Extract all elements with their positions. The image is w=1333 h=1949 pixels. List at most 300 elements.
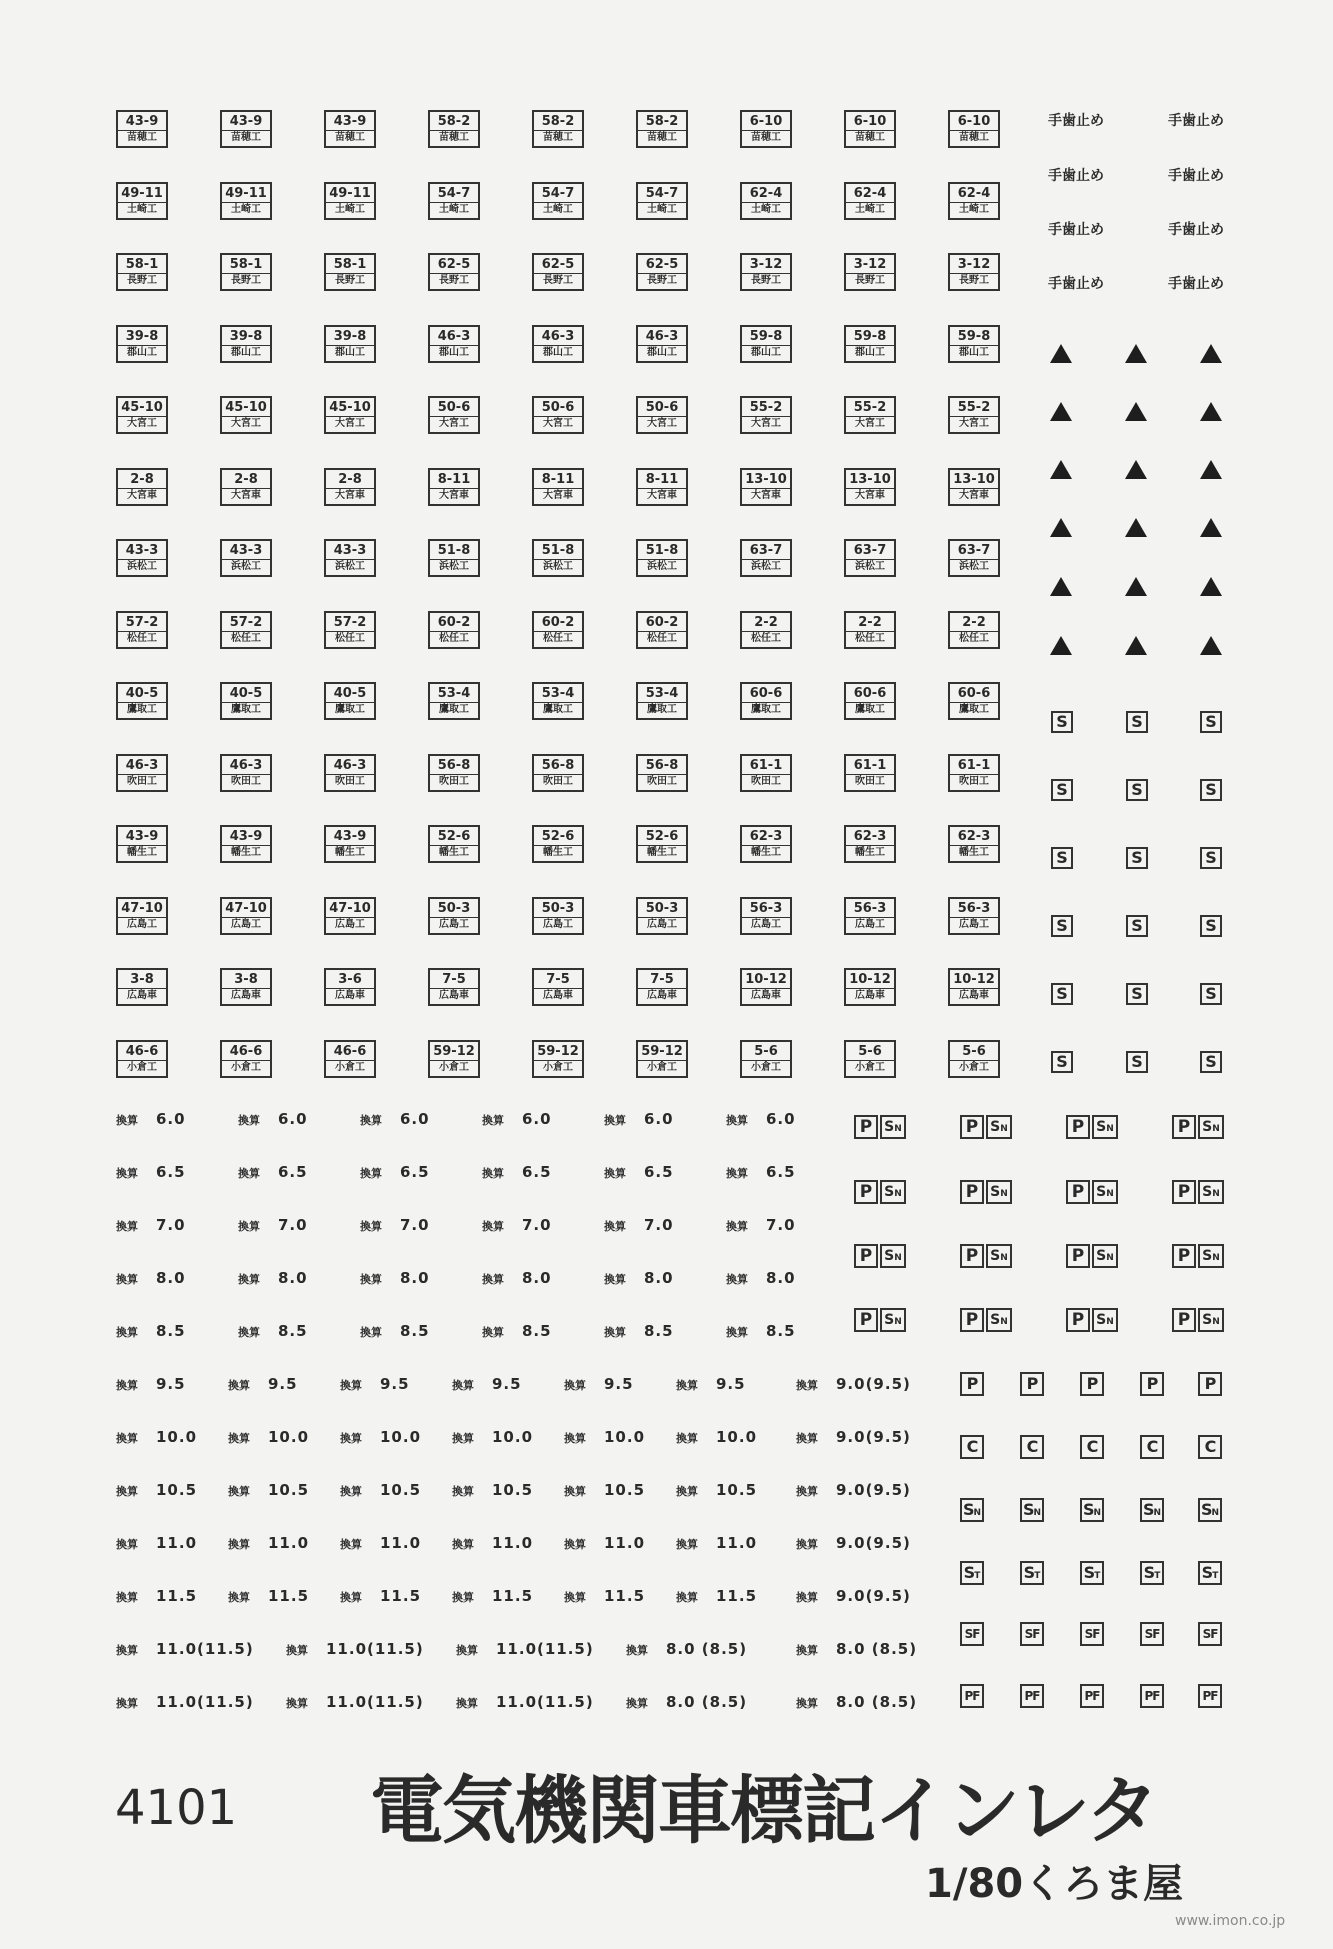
plate-shop: 郡山工 [231,346,261,358]
plate-shop: 松任工 [335,632,365,644]
sn-box [986,1308,1012,1332]
plate-number: 60-6 [846,687,894,703]
sn-letter: S [1202,1248,1213,1264]
plate-number: 58-2 [534,115,582,131]
plate-number: 50-6 [638,401,686,417]
inspection-plate [740,968,792,1006]
inspection-plate [428,1040,480,1078]
conversion-prefix: 換算 [116,1697,138,1710]
plate-number: 47-10 [326,902,374,918]
conversion-prefix: 換算 [456,1697,478,1710]
conversion-value: 8.0 (8.5) [666,1640,748,1658]
plate-number: 61-1 [742,759,790,775]
sn-letter: S [884,1184,895,1200]
tag-letter: S [1142,1500,1154,1519]
inspection-plate [532,968,584,1006]
plate-number: 59-8 [846,330,894,346]
p-box: P [854,1308,878,1332]
plate-shop: 鷹取工 [335,704,365,715]
plate-number: 52-6 [430,830,478,846]
inspection-plate [948,110,1000,148]
conversion-value: 8.0 [766,1269,796,1287]
tag-letter: PF [1202,1689,1218,1703]
plate-number: 13-10 [742,473,790,489]
plate-number: 56-8 [638,759,686,775]
plate-shop: 苗穂工 [855,132,885,143]
tag-letter: P [1086,1374,1098,1393]
triangle-icon [1200,344,1222,363]
sn-mark [1140,1498,1164,1522]
st-mark [960,1561,984,1585]
inspection-plate [116,825,168,863]
conversion-label [726,1322,796,1340]
plate-number: 43-9 [118,115,166,131]
inspection-plate [116,1040,168,1078]
conversion-label [626,1693,747,1711]
inspection-plate [740,825,792,863]
conversion-value: 6.5 [644,1163,674,1181]
conversion-value: 6.5 [278,1163,308,1181]
conversion-prefix: 換算 [452,1485,474,1498]
handbrake-label: 手歯止め [1168,276,1224,292]
conversion-value: 9.5 [268,1375,298,1393]
conversion-prefix: 換算 [116,1220,138,1233]
plate-shop: 吹田工 [231,775,261,787]
plate-number: 3-12 [742,258,790,274]
conversion-prefix: 換算 [604,1273,626,1286]
plate-number: 2-8 [222,473,270,489]
plate-shop: 郡山工 [855,346,885,358]
conversion-prefix: 換算 [564,1432,586,1445]
plate-shop: 広島車 [335,990,365,1001]
inspection-plate [116,897,168,935]
conversion-prefix: 換算 [626,1644,648,1657]
plate-shop: 広島車 [543,990,573,1001]
s-mark: S [1200,1051,1222,1073]
conversion-label [564,1375,634,1393]
p-box: P [960,1115,984,1139]
plate-shop: 長野工 [543,275,573,286]
triangle-icon [1125,402,1147,421]
s-mark: S [1126,983,1148,1005]
sn-letter: S [990,1312,1001,1328]
inspection-plate [532,611,584,649]
plate-shop: 幡生工 [543,847,573,858]
conversion-prefix: 換算 [726,1167,748,1180]
tag-letter: SF [1024,1627,1040,1641]
conversion-prefix: 換算 [116,1379,138,1392]
triangle-icon [1050,636,1072,655]
plate-number: 6-10 [950,115,998,131]
plate-number: 13-10 [846,473,894,489]
conversion-label [286,1693,424,1711]
conversion-label [238,1163,308,1181]
plate-shop: 大宮工 [543,418,573,429]
conversion-label [116,1216,186,1234]
conversion-value: 6.0 [400,1110,430,1128]
plate-shop: 松任工 [231,632,261,644]
conversion-value: 9.5 [156,1375,186,1393]
p-box: P [1066,1308,1090,1332]
conversion-value: 8.0 (8.5) [666,1693,748,1711]
plate-shop: 大宮車 [751,489,781,501]
triangle-icon [1125,636,1147,655]
plate-number: 43-9 [222,830,270,846]
conversion-label [360,1322,430,1340]
conversion-prefix: 換算 [796,1432,818,1445]
inspection-plate [740,396,792,434]
plate-shop: 松任工 [751,632,781,644]
inspection-plate [740,253,792,291]
conversion-value: 9.5 [604,1375,634,1393]
plate-shop: 浜松工 [543,561,573,572]
st-mark [1020,1561,1044,1585]
plate-number: 40-5 [118,687,166,703]
conversion-label [726,1163,796,1181]
conversion-value: 6.0 [644,1110,674,1128]
plate-number: 53-4 [430,687,478,703]
conversion-value: 10.5 [492,1481,534,1499]
plate-number: 2-2 [846,616,894,632]
plate-shop: 広島車 [439,990,469,1001]
plate-shop: 広島工 [959,918,989,930]
plate-shop: 広島車 [751,990,781,1001]
conversion-value: 11.0 [716,1534,758,1552]
conversion-value: 11.0(11.5) [496,1640,594,1658]
plate-shop: 浜松工 [959,561,989,572]
plate-shop: 吹田工 [439,775,469,787]
conversion-label [116,1481,197,1499]
p-mark [1020,1372,1044,1396]
p-box: P [854,1115,878,1139]
s-mark: S [1126,847,1148,869]
inspection-plate [636,754,688,792]
conversion-prefix: 換算 [676,1432,698,1445]
inspection-plate [844,968,896,1006]
plate-shop: 苗穂工 [647,132,677,143]
tag-letter: S [963,1563,975,1582]
inspection-plate [532,182,584,220]
plate-number: 8-11 [430,473,478,489]
plate-shop: 苗穂工 [543,132,573,143]
sn-subscript: N [1000,1253,1008,1263]
conversion-label [116,1693,254,1711]
sn-letter: S [990,1119,1001,1135]
conversion-prefix: 換算 [796,1538,818,1551]
plate-number: 62-4 [846,187,894,203]
tag-subscript: N [1093,1508,1102,1518]
inspection-plate [844,110,896,148]
plate-number: 7-5 [638,973,686,989]
inspection-plate [844,682,896,720]
s-mark: S [1051,847,1073,869]
conversion-label [676,1587,757,1605]
plate-number: 62-5 [638,258,686,274]
conversion-label [116,1322,186,1340]
inspection-plate [116,396,168,434]
plate-shop: 長野工 [127,275,157,286]
conversion-label [116,1587,197,1605]
plate-number: 63-7 [950,544,998,560]
p-mark [1140,1372,1164,1396]
conversion-label [564,1481,645,1499]
conversion-prefix: 換算 [228,1379,250,1392]
tag-letter: SF [964,1627,980,1641]
conversion-label [676,1481,757,1499]
conversion-prefix: 換算 [726,1273,748,1286]
plate-number: 49-11 [326,187,374,203]
plate-shop: 苗穂工 [439,132,469,143]
inspection-plate [636,897,688,935]
conversion-value: 8.5 [766,1322,796,1340]
conversion-prefix: 換算 [116,1538,138,1551]
conversion-value: 8.0 [278,1269,308,1287]
plate-number: 60-6 [950,687,998,703]
inspection-plate [116,539,168,577]
conversion-value: 10.0 [604,1428,646,1446]
plate-number: 55-2 [742,401,790,417]
inspection-plate [740,468,792,506]
conversion-value: 6.5 [156,1163,186,1181]
plate-shop: 大宮車 [439,489,469,501]
conversion-label [452,1534,533,1552]
conversion-value: 8.0 [522,1269,552,1287]
inspection-plate [636,468,688,506]
plate-number: 54-7 [430,187,478,203]
conversion-value: 10.0 [268,1428,310,1446]
plate-shop: 吹田工 [543,775,573,787]
conversion-prefix: 換算 [726,1326,748,1339]
conversion-value: 10.0 [492,1428,534,1446]
conversion-value: 9.0(9.5) [836,1587,911,1605]
conversion-prefix: 換算 [676,1485,698,1498]
plate-number: 5-6 [742,1045,790,1061]
pf-mark [1080,1684,1104,1708]
plate-shop: 幡生工 [231,847,261,858]
plate-number: 57-2 [326,616,374,632]
inspection-plate [324,754,376,792]
s-mark: S [1126,779,1148,801]
inspection-plate [948,1040,1000,1078]
triangle-icon [1200,577,1222,596]
plate-number: 43-3 [326,544,374,560]
inspection-plate [428,325,480,363]
s-mark: S [1051,915,1073,937]
plate-shop: 土崎工 [959,203,989,215]
plate-number: 57-2 [118,616,166,632]
tag-subscript: N [973,1508,982,1518]
inspection-plate [428,253,480,291]
conversion-value: 11.0 [268,1534,310,1552]
conversion-label [238,1322,308,1340]
conversion-prefix: 換算 [726,1114,748,1127]
sn-box [986,1180,1012,1204]
plate-number: 58-2 [638,115,686,131]
conversion-value: 10.0 [380,1428,422,1446]
conversion-value: 10.0 [156,1428,198,1446]
conversion-prefix: 換算 [340,1591,362,1604]
conversion-prefix: 換算 [238,1167,260,1180]
plate-number: 46-6 [326,1045,374,1061]
sn-box [1198,1244,1224,1268]
tag-letter: P [1204,1374,1216,1393]
plate-shop: 松任工 [439,632,469,644]
plate-shop: 松任工 [855,632,885,644]
inspection-plate [324,182,376,220]
conversion-label [482,1216,552,1234]
tag-letter: C [1026,1437,1038,1456]
s-mark: S [1200,915,1222,937]
plate-shop: 小倉工 [647,1061,677,1073]
conversion-label [452,1481,533,1499]
s-mark: S [1200,983,1222,1005]
conversion-prefix: 換算 [228,1591,250,1604]
conversion-value: 7.0 [522,1216,552,1234]
conversion-value: 8.0 [156,1269,186,1287]
plate-number: 58-1 [222,258,270,274]
inspection-plate [324,1040,376,1078]
plate-shop: 土崎工 [335,203,365,215]
conversion-label [726,1269,796,1287]
plate-shop: 松任工 [127,632,157,644]
conversion-label [116,1534,197,1552]
inspection-plate [428,897,480,935]
inspection-plate [324,968,376,1006]
tag-letter: C [1204,1437,1216,1456]
c-mark [1020,1435,1044,1459]
inspection-plate [324,897,376,935]
conversion-label [796,1693,917,1711]
conversion-value: 10.5 [268,1481,310,1499]
c-mark [960,1435,984,1459]
plate-number: 56-8 [534,759,582,775]
conversion-value: 11.0(11.5) [156,1640,254,1658]
plate-number: 51-8 [534,544,582,560]
conversion-prefix: 換算 [676,1591,698,1604]
handbrake-label: 手歯止め [1168,113,1224,129]
plate-number: 46-6 [118,1045,166,1061]
conversion-label [796,1640,917,1658]
conversion-label [604,1163,674,1181]
sn-box [1198,1308,1224,1332]
conversion-prefix: 換算 [116,1114,138,1127]
triangle-icon [1200,518,1222,537]
conversion-value: 11.0(11.5) [326,1693,424,1711]
conversion-label [360,1110,430,1128]
plate-number: 2-8 [326,473,374,489]
s-mark: S [1126,915,1148,937]
conversion-prefix: 換算 [564,1538,586,1551]
sn-subscript: N [1212,1317,1220,1327]
conversion-label [482,1110,552,1128]
inspection-plate [948,468,1000,506]
triangle-icon [1050,402,1072,421]
inspection-plate [220,968,272,1006]
triangle-icon [1050,344,1072,363]
inspection-plate [116,754,168,792]
plate-number: 53-4 [534,687,582,703]
conversion-prefix: 換算 [116,1485,138,1498]
tag-subscript: N [1153,1508,1162,1518]
sn-letter: S [990,1248,1001,1264]
plate-number: 56-3 [950,902,998,918]
conversion-label [452,1375,522,1393]
plate-shop: 苗穂工 [335,132,365,143]
conversion-prefix: 換算 [340,1432,362,1445]
plate-number: 2-8 [118,473,166,489]
inspection-plate [220,468,272,506]
conversion-label [238,1110,308,1128]
plate-number: 43-9 [326,830,374,846]
conversion-label [676,1428,757,1446]
sn-box [986,1244,1012,1268]
plate-number: 53-4 [638,687,686,703]
plate-number: 10-12 [950,973,998,989]
conversion-value: 8.0 (8.5) [836,1693,918,1711]
plate-number: 45-10 [326,401,374,417]
plate-shop: 浜松工 [751,561,781,572]
conversion-prefix: 換算 [482,1273,504,1286]
sf-mark [1080,1622,1104,1646]
conversion-prefix: 換算 [340,1485,362,1498]
plate-number: 60-2 [638,616,686,632]
sn-subscript: N [1106,1253,1114,1263]
tag-letter: S [1200,1500,1212,1519]
inspection-plate [116,611,168,649]
triangle-icon [1125,460,1147,479]
conversion-prefix: 換算 [564,1485,586,1498]
inspection-plate [116,110,168,148]
plate-shop: 幡生工 [439,847,469,858]
p-box: P [854,1244,878,1268]
sn-letter: S [1202,1184,1213,1200]
p-box: P [1066,1115,1090,1139]
plate-shop: 鷹取工 [751,704,781,715]
conversion-label [604,1322,674,1340]
sn-box [986,1115,1012,1139]
plate-shop: 大宮車 [127,489,157,501]
plate-shop: 土崎工 [647,203,677,215]
plate-number: 43-3 [118,544,166,560]
inspection-plate [740,682,792,720]
p-box: P [960,1308,984,1332]
inspection-plate [532,468,584,506]
p-box: P [1066,1244,1090,1268]
plate-shop: 土崎工 [127,203,157,215]
c-mark [1198,1435,1222,1459]
triangle-icon [1125,344,1147,363]
inspection-plate [948,968,1000,1006]
conversion-label [360,1269,430,1287]
plate-shop: 小倉工 [543,1061,573,1073]
conversion-value: 11.5 [716,1587,758,1605]
plate-number: 46-3 [638,330,686,346]
st-mark [1198,1561,1222,1585]
sn-box [1092,1180,1118,1204]
conversion-value: 6.5 [522,1163,552,1181]
conversion-label [340,1534,421,1552]
inspection-plate [220,253,272,291]
inspection-plate [428,110,480,148]
plate-number: 50-3 [430,902,478,918]
tag-letter: SF [1144,1627,1160,1641]
plate-shop: 広島工 [439,918,469,930]
conversion-prefix: 換算 [360,1167,382,1180]
handbrake-label: 手歯止め [1168,222,1224,238]
s-mark: S [1126,711,1148,733]
handbrake-label: 手歯止め [1048,276,1104,292]
plate-number: 51-8 [430,544,478,560]
